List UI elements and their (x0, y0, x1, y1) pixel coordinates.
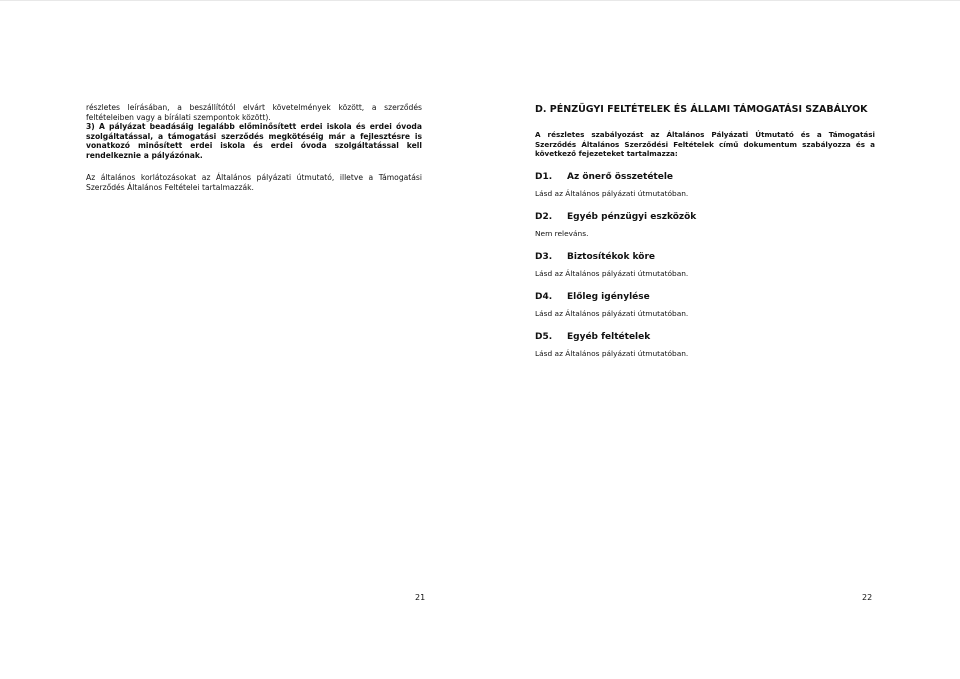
section-body: Lásd az Általános pályázati útmutatóban. (535, 268, 689, 278)
intro-paragraph: A részletes szabályozást az Általános Pályázati Útmutató és a Támogatási Szerződés Általános Szerződési Feltételek című dokumentum szabályozza és a következő fejezeteket tartalmazza: (535, 130, 875, 159)
right-page-number: 22 (862, 593, 873, 602)
section-body: Nem releváns. (535, 228, 589, 238)
section-title-text: Biztosítékok köre (567, 251, 656, 262)
section-title-text: Az önerő összetétele (567, 171, 674, 182)
section-d5 (535, 332, 875, 358)
section-title (535, 172, 875, 182)
section-d3 (535, 252, 875, 278)
section-d4 (535, 292, 875, 318)
right-text-column (535, 104, 875, 372)
section-d1 (535, 172, 875, 198)
section-number: D2. (535, 211, 553, 222)
section-title (535, 332, 875, 342)
section-body: Lásd az Általános pályázati útmutatóban. (535, 188, 689, 198)
section-number: D1. (535, 171, 553, 182)
section-heading: D. PÉNZÜGYI FELTÉTELEK ÉS ÁLLAMI TÁMOGATÁSI SZABÁLYOK (535, 104, 868, 115)
left-paragraph-3: Az általános korlátozásokat az Általános pályázati útmutató, illetve a Támogatási Szerződés Általános Feltételei tartalmazzák. (86, 173, 422, 192)
left-page-number: 21 (415, 593, 426, 602)
section-title (535, 212, 875, 222)
section-title (535, 252, 875, 262)
section-body: Lásd az Általános pályázati útmutatóban. (535, 308, 689, 318)
section-title-text: Egyéb pénzügyi eszközök (567, 211, 697, 222)
paragraph-gap (86, 160, 422, 173)
section-number: D5. (535, 331, 553, 342)
section-title (535, 292, 875, 302)
section-number: D4. (535, 291, 553, 302)
section-d2 (535, 212, 875, 238)
left-paragraph-2: 3) A pályázat beadásáig legalább előminősített erdei iskola és erdei óvoda szolgáltatással, a támogatási szerződés megkötéséig már a fejlesztésre is vonatkozó minősített erdei iskola és erdei óvoda szolgáltatással kell rendelkeznie a pályázónak. (86, 122, 422, 160)
section-number: D3. (535, 251, 553, 262)
left-paragraph-1: részletes leírásában, a beszállítótól elvárt követelmények között, a szerződés feltételeiben vagy a bírálati szempontok között). (86, 103, 422, 122)
section-body: Lásd az Általános pályázati útmutatóban. (535, 348, 689, 358)
section-title-text: Előleg igénylése (567, 291, 650, 302)
section-title-text: Egyéb feltételek (567, 331, 651, 342)
left-text-column (86, 103, 422, 192)
